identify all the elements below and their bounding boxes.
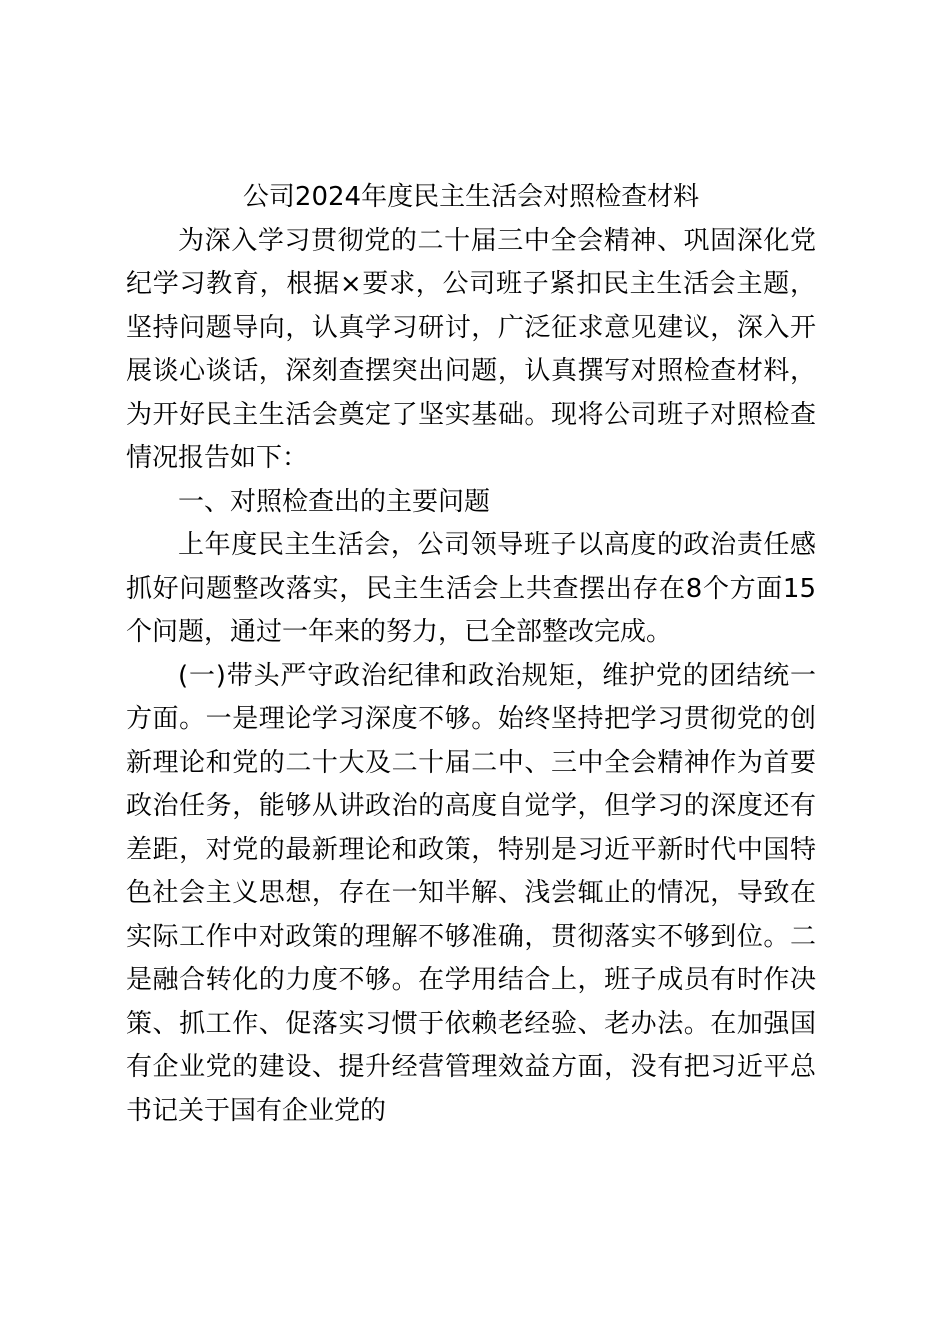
document-body bbox=[126, 176, 816, 1133]
summary-paragraph: 上年度民主生活会，公司领导班子以高度的政治责任感抓好问题整改落实，民主生活会上共查摆出存在8个方面15个问题，通过一年来的努力，已全部整改完成。 bbox=[126, 530, 816, 647]
subsection-paragraph: (一)带头严守政治纪律和政治规矩，维护党的团结统一方面。一是理论学习深度不够。始终坚持把学习贯彻党的创新理论和党的二十大及二十届二中、三中全会精神作为首要政治任务，能够从讲政治的高度自觉学，但学习的深度还有差距，对党的最新理论和政策，特别是习近平新时代中国特色社会主义思想，存在一知半解、浅尝辄止的情况，导致在实际工作中对政策的理解不够准确，贯彻落实不够到位。二是融合转化的力度不够。在学用结合上，班子成员有时作决策、抓工作、促落实习惯于依赖老经验、老办法。在加强国有企业党的建设、提升经营管理效益方面，没有把习近平总书记关于国有企业党的 bbox=[126, 660, 816, 1126]
intro-paragraph: 为深入学习贯彻党的二十届三中全会精神、巩固深化党纪学习教育，根据×要求，公司班子紧扣民主生活会主题，坚持问题导向，认真学习研讨，广泛征求意见建议，深入开展谈心谈话，深刻查摆突出问题，认真撰写对照检查材料，为开好民主生活会奠定了坚实基础。现将公司班子对照检查情况报告如下： bbox=[126, 225, 816, 473]
document-title: 公司2024年度民主生活会对照检查材料 bbox=[242, 182, 700, 212]
section-heading: 一、对照检查出的主要问题 bbox=[178, 486, 491, 517]
